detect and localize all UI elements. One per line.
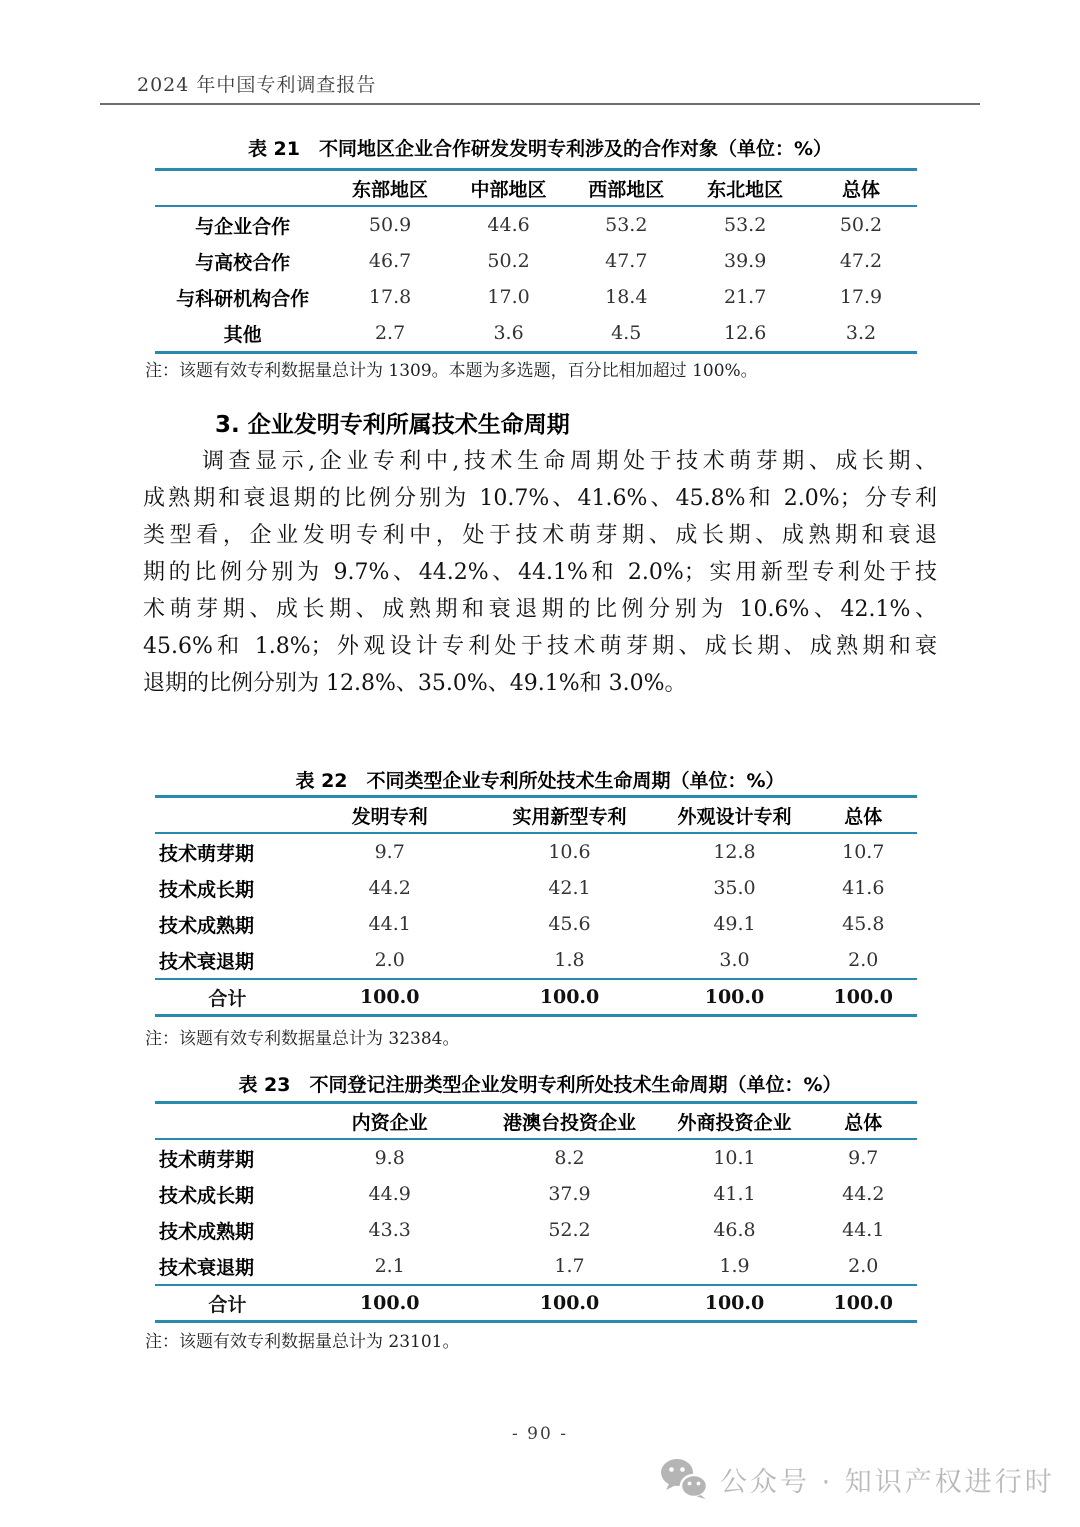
column-header: 总体 bbox=[844, 805, 883, 828]
cell-value: 50.9 bbox=[368, 214, 412, 236]
cell-value: 100.0 bbox=[359, 1292, 420, 1314]
row-label: 技术成长期 bbox=[159, 1184, 255, 1207]
table-row bbox=[155, 1212, 917, 1248]
cell-value: 2.0 bbox=[848, 949, 879, 971]
row-label: 合计 bbox=[208, 1293, 247, 1316]
section-heading: 3. 企业发明专利所属技术生命周期 bbox=[215, 412, 570, 438]
table-row bbox=[155, 243, 917, 279]
table22-lifecycle-by-patent-type bbox=[155, 795, 917, 1017]
cell-value: 44.2 bbox=[842, 1183, 885, 1205]
table22-title: 表 22 不同类型企业专利所处技术生命周期（单位：%） bbox=[295, 770, 785, 792]
row-label: 与企业合作 bbox=[195, 215, 291, 238]
column-header: 港澳台投资企业 bbox=[503, 1111, 637, 1134]
column-header: 发明专利 bbox=[351, 805, 428, 828]
cell-value: 100.0 bbox=[833, 1292, 894, 1314]
watermark-text: 公众号 · 知识产权进行时 bbox=[720, 1466, 1055, 1498]
column-header: 外观设计专利 bbox=[677, 805, 792, 828]
table-header-row bbox=[155, 170, 917, 207]
table23-note: 注：该题有效专利数据量总计为 23101。 bbox=[145, 1332, 460, 1352]
cell-value: 46.7 bbox=[368, 250, 412, 272]
paragraph-line: 类型看，企业发明专利中，处于技术萌芽期、成长期、成熟期和衰退 bbox=[143, 523, 937, 548]
row-label: 技术成熟期 bbox=[159, 1220, 255, 1243]
cell-value: 41.1 bbox=[713, 1183, 756, 1205]
table21-title: 表 21 不同地区企业合作研发发明专利涉及的合作对象（单位：%） bbox=[247, 138, 833, 160]
cell-value: 53.2 bbox=[605, 214, 648, 236]
cell-value: 47.2 bbox=[839, 250, 883, 272]
column-header: 内资企业 bbox=[351, 1111, 428, 1134]
cell-value: 9.7 bbox=[848, 1147, 879, 1169]
row-label: 与高校合作 bbox=[195, 251, 291, 274]
paragraph-line: 调查显示,企业专利中,技术生命周期处于技术萌芽期、成长期、 bbox=[202, 449, 937, 474]
cell-value: 18.4 bbox=[605, 286, 648, 308]
row-label: 技术萌芽期 bbox=[159, 842, 255, 865]
cell-value: 37.9 bbox=[548, 1183, 591, 1205]
row-label: 技术成长期 bbox=[159, 878, 255, 901]
cell-value: 43.3 bbox=[368, 1219, 411, 1241]
column-header: 中部地区 bbox=[470, 178, 547, 201]
cell-value: 21.7 bbox=[723, 286, 767, 308]
paragraph-line: 成熟期和衰退期的比例分别为 10.7%、41.6%、45.8%和 2.0%；分专利 bbox=[143, 486, 937, 511]
table-row bbox=[155, 1248, 917, 1285]
cell-value: 10.1 bbox=[713, 1147, 756, 1169]
row-label: 技术衰退期 bbox=[159, 950, 255, 973]
cell-value: 44.1 bbox=[842, 1219, 885, 1241]
column-header: 东北地区 bbox=[707, 178, 784, 201]
row-label: 合计 bbox=[208, 987, 247, 1010]
cell-value: 1.7 bbox=[554, 1255, 585, 1277]
cell-value: 45.6 bbox=[548, 913, 591, 935]
cell-value: 2.7 bbox=[374, 322, 406, 344]
row-label: 技术衰退期 bbox=[159, 1256, 255, 1279]
cell-value: 44.1 bbox=[368, 913, 411, 935]
table-row bbox=[155, 1139, 917, 1176]
cell-value: 39.9 bbox=[723, 250, 767, 272]
wechat-icon bbox=[660, 1458, 710, 1500]
cell-value: 17.9 bbox=[839, 286, 883, 308]
cell-value: 2.1 bbox=[374, 1255, 405, 1277]
cell-value: 10.6 bbox=[548, 841, 591, 863]
cell-value: 35.0 bbox=[713, 877, 756, 899]
table-row bbox=[155, 870, 917, 906]
table21-note: 注：该题有效专利数据量总计为 1309。本题为多选题，百分比相加超过 100%。 bbox=[145, 361, 758, 381]
cell-value: 100.0 bbox=[539, 986, 600, 1008]
cell-value: 42.1 bbox=[548, 877, 591, 899]
corner-cell bbox=[155, 170, 330, 207]
table-row bbox=[155, 833, 917, 870]
table-row bbox=[155, 279, 917, 315]
cell-value: 3.6 bbox=[493, 322, 524, 344]
cell-value: 100.0 bbox=[833, 986, 894, 1008]
column-header: 东部地区 bbox=[352, 178, 429, 201]
cell-value: 50.2 bbox=[839, 214, 883, 236]
cell-value: 3.0 bbox=[719, 949, 750, 971]
cell-value: 44.6 bbox=[487, 214, 530, 236]
row-label: 技术萌芽期 bbox=[159, 1148, 255, 1171]
column-header: 外商投资企业 bbox=[677, 1111, 792, 1134]
table-row bbox=[155, 315, 917, 353]
cell-value: 100.0 bbox=[704, 1292, 765, 1314]
cell-value: 53.2 bbox=[723, 214, 767, 236]
cell-value: 47.7 bbox=[605, 250, 648, 272]
table23-title: 表 23 不同登记注册类型企业发明专利所处技术生命周期（单位：%） bbox=[238, 1074, 842, 1096]
cell-value: 1.9 bbox=[719, 1255, 750, 1277]
table-row bbox=[155, 1176, 917, 1212]
table-row bbox=[155, 206, 917, 243]
row-label: 技术成熟期 bbox=[159, 914, 255, 937]
cell-value: 50.2 bbox=[487, 250, 530, 272]
cell-value: 44.2 bbox=[368, 877, 411, 899]
cell-value: 41.6 bbox=[842, 877, 885, 899]
column-header: 实用新型专利 bbox=[512, 805, 627, 828]
cell-value: 45.8 bbox=[842, 913, 885, 935]
column-header: 西部地区 bbox=[588, 178, 665, 201]
cell-value: 1.8 bbox=[554, 949, 585, 971]
table-header-row bbox=[155, 1103, 917, 1140]
table-row bbox=[155, 942, 917, 979]
cell-value: 3.2 bbox=[845, 322, 877, 344]
corner-cell bbox=[155, 1103, 300, 1140]
cell-value: 52.2 bbox=[548, 1219, 591, 1241]
cell-value: 9.8 bbox=[374, 1147, 405, 1169]
cell-value: 4.5 bbox=[611, 322, 642, 344]
paragraph-line: 45.6%和 1.8%；外观设计专利处于技术萌芽期、成长期、成熟期和衰 bbox=[143, 634, 937, 659]
cell-value: 10.7 bbox=[842, 841, 885, 863]
cell-value: 2.0 bbox=[848, 1255, 879, 1277]
cell-value: 46.8 bbox=[713, 1219, 756, 1241]
cell-value: 17.8 bbox=[368, 286, 412, 308]
row-label: 与科研机构合作 bbox=[176, 287, 310, 310]
cell-value: 2.0 bbox=[374, 949, 405, 971]
wechat-watermark bbox=[660, 1458, 1055, 1500]
paragraph-line: 期的比例分别为 9.7%、44.2%、44.1%和 2.0%；实用新型专利处于技 bbox=[143, 560, 937, 585]
cell-value: 100.0 bbox=[704, 986, 765, 1008]
cell-value: 8.2 bbox=[554, 1147, 585, 1169]
cell-value: 100.0 bbox=[359, 986, 420, 1008]
paragraph-line: 术萌芽期、成长期、成熟期和衰退期的比例分别为 10.6%、42.1%、 bbox=[143, 597, 937, 622]
cell-value: 49.1 bbox=[713, 913, 756, 935]
page-number: - 90 - bbox=[512, 1424, 568, 1444]
table-total-row bbox=[155, 979, 917, 1016]
table-header-row bbox=[155, 797, 917, 834]
paragraph-line: 退期的比例分别为 12.8%、35.0%、49.1%和 3.0%。 bbox=[143, 671, 687, 696]
document-header-title: 2024 年中国专利调查报告 bbox=[137, 74, 377, 96]
cell-value: 44.9 bbox=[368, 1183, 411, 1205]
column-header: 总体 bbox=[844, 1111, 883, 1134]
table21-cooperation-by-region bbox=[155, 168, 917, 354]
cell-value: 12.6 bbox=[723, 322, 767, 344]
table22-note: 注：该题有效专利数据量总计为 32384。 bbox=[145, 1029, 460, 1049]
cell-value: 100.0 bbox=[539, 1292, 600, 1314]
table-row bbox=[155, 906, 917, 942]
corner-cell bbox=[155, 797, 300, 834]
cell-value: 12.8 bbox=[713, 841, 756, 863]
body-paragraph bbox=[143, 443, 937, 702]
row-label: 其他 bbox=[223, 323, 262, 346]
table-total-row bbox=[155, 1285, 917, 1322]
header-divider bbox=[100, 103, 980, 105]
column-header: 总体 bbox=[841, 178, 880, 201]
table23-lifecycle-by-registration-type bbox=[155, 1101, 917, 1323]
cell-value: 17.0 bbox=[487, 286, 530, 308]
cell-value: 9.7 bbox=[374, 841, 405, 863]
